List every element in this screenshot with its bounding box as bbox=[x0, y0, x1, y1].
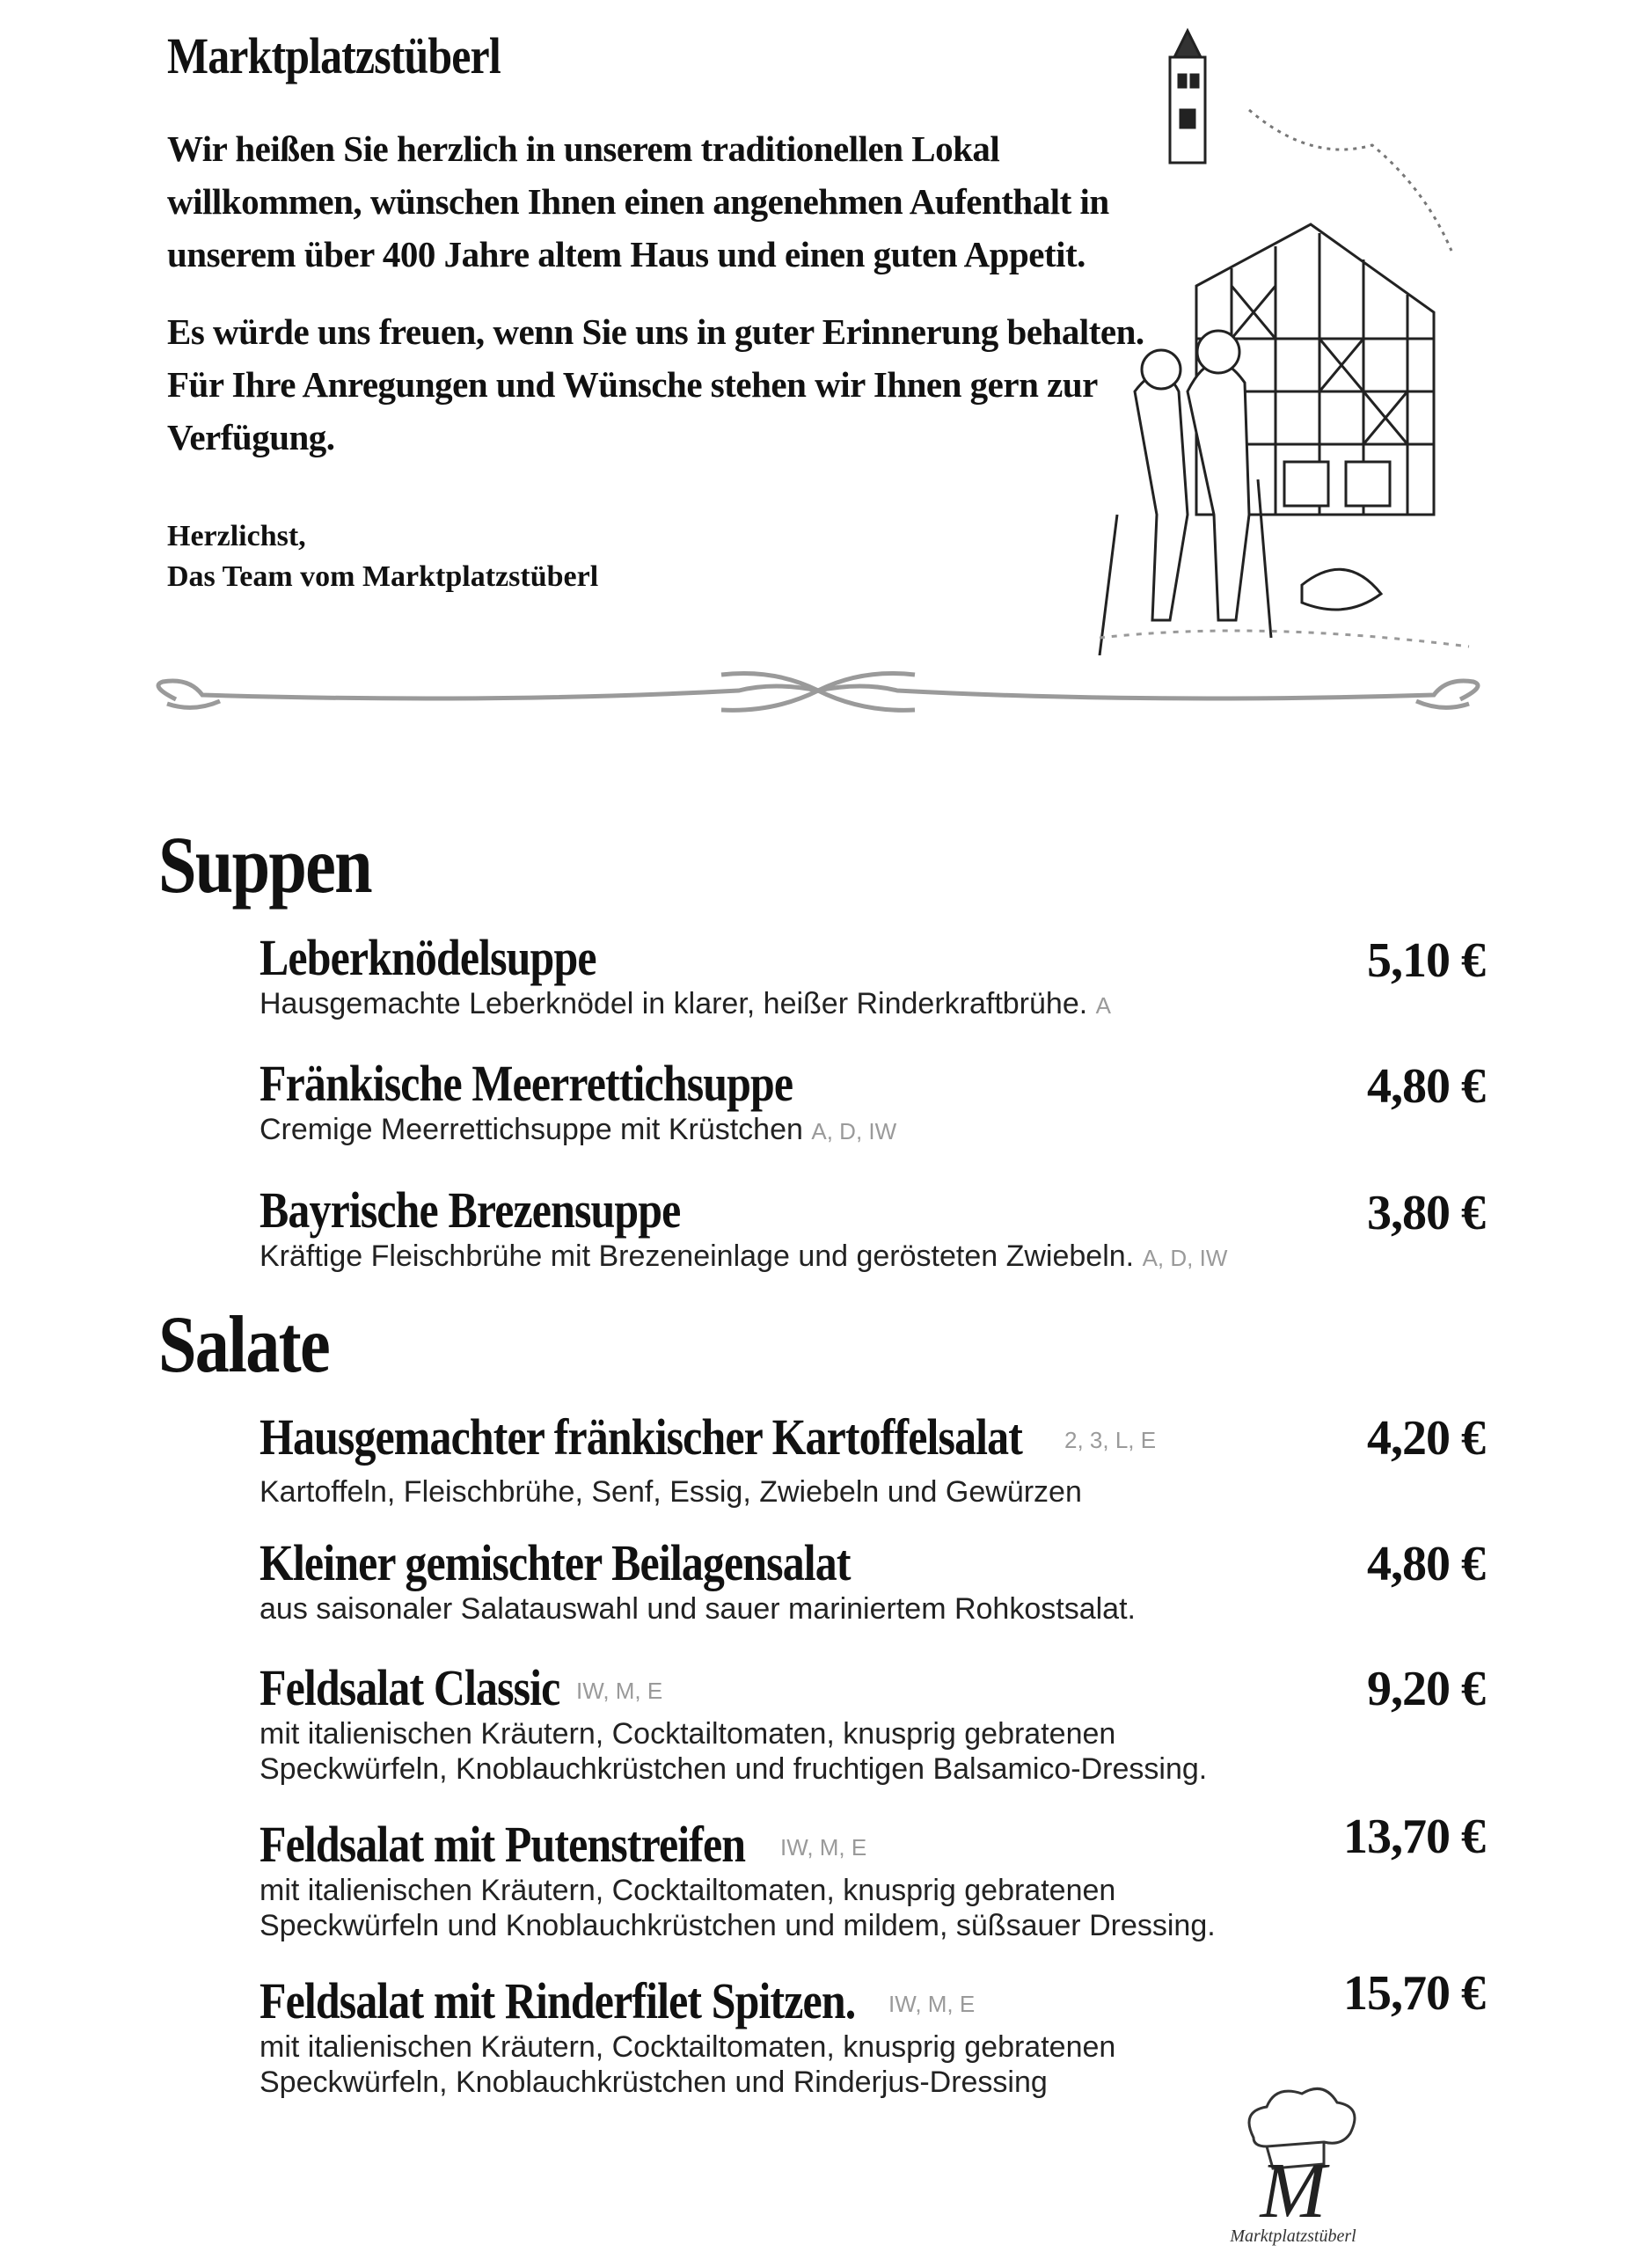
item-name bbox=[259, 1971, 855, 2030]
item-price: 13,70 € bbox=[1343, 1810, 1485, 1864]
item-name-text: Feldsalat mit Rinderfilet Spitzen bbox=[259, 1972, 845, 2029]
item-description: Kartoffeln, Fleischbrühe, Senf, Essig, Zwiebeln und Gewürzen bbox=[259, 1475, 1082, 1509]
description-line: mit italienischen Kräutern, Cocktailtomaten, knusprig gebratenen bbox=[259, 1874, 1116, 1907]
description-text: Kräftige Fleischbrühe mit Brezeneinlage und gerösteten Zwiebeln. bbox=[259, 1239, 1135, 1273]
item-name: Feldsalat Classic bbox=[259, 1659, 560, 1716]
allergen-codes: A, D, IW bbox=[811, 1118, 897, 1144]
item-name: Hausgemachter fränkischer Kartoffelsalat bbox=[259, 1408, 1022, 1466]
section-title-salate: Salate bbox=[158, 1299, 329, 1389]
menu-item bbox=[259, 1815, 1491, 1943]
item-price: 4,80 € bbox=[1367, 1059, 1485, 1114]
menu-item bbox=[259, 1533, 1491, 1627]
allergen-codes: 2, 3, L, E bbox=[1064, 1427, 1157, 1453]
item-description bbox=[259, 1873, 1491, 1943]
chef-hat-icon bbox=[1249, 2088, 1355, 2146]
half-timbered-house-illustration bbox=[1082, 22, 1487, 655]
item-name: Kleiner gemischter Beilagensalat bbox=[259, 1534, 851, 1591]
item-description bbox=[259, 1716, 1491, 1787]
restaurant-title: Marktplatzstüberl bbox=[167, 27, 501, 84]
item-description bbox=[259, 986, 1491, 1023]
description-line: Speckwürfeln und Knoblauchkrüstchen und mildem, süßsauer Dressing. bbox=[259, 1909, 1216, 1942]
section-title-suppen: Suppen bbox=[158, 820, 371, 910]
item-name: Fränkische Meerrettichsuppe bbox=[259, 1055, 793, 1112]
item-name-suffix: . bbox=[844, 1972, 856, 2029]
scroll-divider-ornament bbox=[141, 664, 1495, 726]
welcome-paragraph: Wir heißen Sie herzlich in unserem traditionellen Lokal willkommen, wünschen Ihnen einen angenehmen Aufenthalt in unserem über 400 Jahre altem Haus und einen guten Appetit. bbox=[167, 128, 1109, 274]
item-name: Feldsalat mit Putenstreifen bbox=[259, 1816, 746, 1873]
allergen-codes: IW, M, E bbox=[888, 1991, 976, 2017]
description-line: mit italienischen Kräutern, Cocktailtomaten, knusprig gebratenen bbox=[259, 1717, 1116, 1751]
item-price: 3,80 € bbox=[1367, 1186, 1485, 1240]
menu-item bbox=[259, 1658, 1491, 1787]
description-line: Speckwürfeln, Knoblauchkrüstchen und fruchtigen Balsamico-Dressing. bbox=[259, 1752, 1208, 1786]
menu-item bbox=[259, 1054, 1491, 1149]
item-name: Bayrische Brezensuppe bbox=[259, 1181, 681, 1239]
item-description bbox=[259, 1239, 1491, 1276]
chef-hat-logo bbox=[1192, 2076, 1394, 2248]
item-price: 4,20 € bbox=[1367, 1411, 1485, 1466]
item-price: 15,70 € bbox=[1343, 1966, 1485, 2021]
description-text: Hausgemachte Leberknödel in klarer, heißer Rinderkraftbrühe. bbox=[259, 987, 1088, 1020]
description-line: Speckwürfeln, Knoblauchkrüstchen und Rinderjus-Dressing bbox=[259, 2066, 1048, 2099]
description-line: mit italienischen Kräutern, Cocktailtomaten, knusprig gebratenen bbox=[259, 2030, 1116, 2064]
menu-item bbox=[259, 928, 1491, 1023]
item-description: aus saisonaler Salatauswahl und sauer mariniertem Rohkostsalat. bbox=[259, 1592, 1136, 1626]
greeting: Herzlichst, bbox=[167, 520, 306, 552]
logo-letter: M bbox=[1260, 2147, 1327, 2234]
signature: Das Team vom Marktplatzstüberl bbox=[167, 560, 599, 593]
menu-item bbox=[259, 1408, 1491, 1510]
description-text: Cremige Meerrettichsuppe mit Krüstchen bbox=[259, 1113, 803, 1146]
item-price: 9,20 € bbox=[1367, 1662, 1485, 1716]
allergen-codes: A bbox=[1095, 992, 1111, 1019]
item-price: 4,80 € bbox=[1367, 1537, 1485, 1591]
allergen-codes: IW, M, E bbox=[576, 1678, 663, 1704]
feedback-paragraph: Es würde uns freuen, wenn Sie uns in guter Erinnerung behalten. Für Ihre Anregungen und Wünsche stehen wir Ihnen gern zur Verfügung. bbox=[167, 311, 1144, 457]
intro-block bbox=[167, 26, 1161, 597]
allergen-codes: IW, M, E bbox=[780, 1834, 867, 1861]
logo-caption: Marktplatzstüberl bbox=[1230, 2226, 1356, 2246]
allergen-codes: A, D, IW bbox=[1142, 1245, 1228, 1271]
signature-block bbox=[167, 516, 1161, 597]
item-price: 5,10 € bbox=[1367, 933, 1485, 988]
menu-item bbox=[259, 1181, 1491, 1276]
item-description bbox=[259, 1112, 1491, 1149]
item-name: Leberknödelsuppe bbox=[259, 929, 596, 986]
